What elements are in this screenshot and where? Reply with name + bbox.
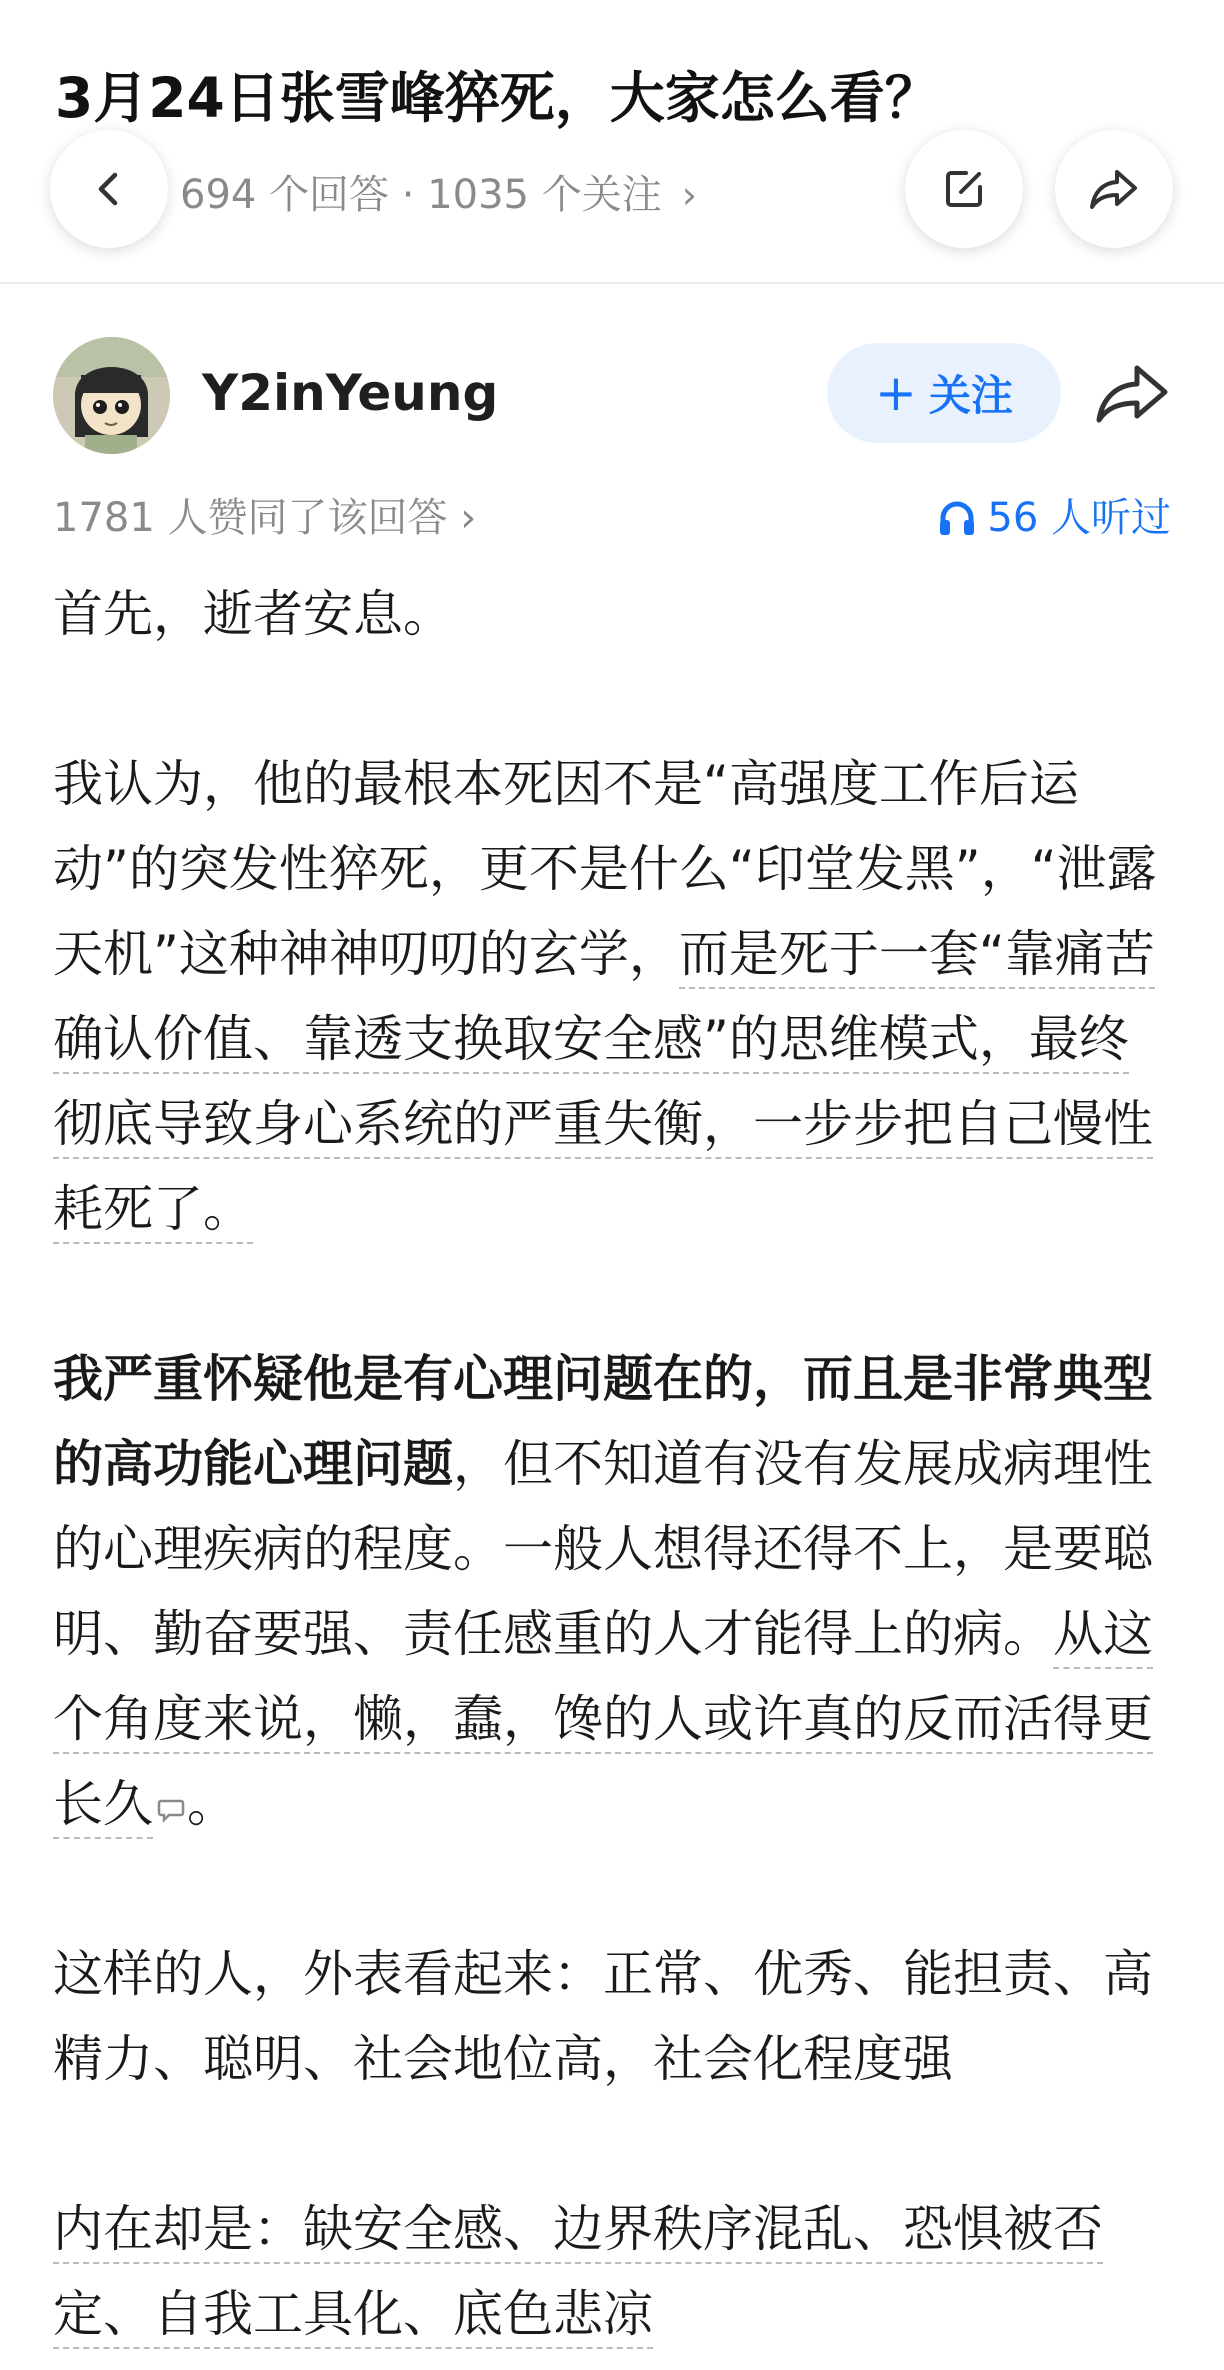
answer-paragraph-2 — [53, 742, 1173, 1252]
author-avatar[interactable] — [53, 337, 170, 454]
plus-icon: + — [875, 364, 917, 422]
listen-count-text: 56 人听过 — [987, 495, 1171, 541]
follow-button[interactable] — [827, 343, 1061, 443]
highlighted-phrase[interactable]: 从这个角度来说，懒，蠢，馋的人或许真的反而活得更长久 — [53, 1605, 1153, 1839]
answer-paragraph-3 — [53, 1337, 1173, 1847]
paragraph-3-text: ，但不知道有没有发展成病理性的心理疾病的程度。一般人想得还得不上，是要聪明、勤奋要强、责任感重的人才能得上的病。 — [53, 1435, 1153, 1663]
question-meta[interactable] — [180, 165, 697, 225]
paragraph-2-text: 我认为，他的最根本死因不是“高强度工作后运动”的突发性猝死，更不是什么“印堂发黑”，“泄露天机”这种神神叨叨的玄学， — [53, 755, 1157, 983]
headphones-icon — [937, 498, 977, 538]
question-title[interactable]: 3月24日张雪峰猝死，大家怎么看？ — [55, 66, 940, 130]
answer-content — [53, 572, 1173, 2357]
edit-icon — [939, 164, 989, 214]
follow-label: 关注 — [928, 371, 1013, 420]
write-answer-button[interactable] — [905, 130, 1023, 248]
approval-count[interactable]: 1781 人赞同了该回答 › — [53, 495, 477, 541]
answer-paragraph-1: 首先，逝者安息。 — [53, 585, 453, 643]
highlighted-phrase[interactable]: 内在却是：缺安全感、边界秩序混乱、恐惧被否定、自我工具化、底色悲凉 — [53, 2200, 1103, 2349]
share-icon — [1093, 358, 1173, 428]
highlighted-phrase[interactable]: 而是死于一套“靠痛苦确认价值、靠透支换取安全感”的思维模式，最终彻底导致身心系统的严重失衡，一步步把自己慢性耗死了。 — [53, 925, 1155, 1244]
answer-paragraph-4: 这样的人，外表看起来：正常、优秀、能担责、高精力、聪明、社会地位高，社会化程度强 — [53, 1945, 1153, 2088]
question-meta-text: 694 个回答 · 1035 个关注 — [180, 172, 662, 218]
author-name[interactable]: Y2inYeung — [202, 364, 499, 422]
chevron-right-icon: › — [681, 173, 697, 217]
answer-paragraph-5 — [53, 2187, 1173, 2357]
avatar-illustration — [53, 337, 170, 454]
paragraph-3-end: 。 — [187, 1775, 237, 1833]
back-arrow-icon — [87, 167, 131, 211]
question-header — [0, 0, 1224, 284]
listen-count[interactable] — [937, 488, 1171, 548]
back-button[interactable] — [50, 130, 168, 248]
share-icon — [1087, 164, 1141, 214]
answer-share-button[interactable] — [1093, 358, 1173, 428]
comment-icon[interactable] — [155, 1793, 187, 1825]
share-button[interactable] — [1055, 130, 1173, 248]
bold-text: 我严重怀疑他是有心理问题在的，而且是非常典型的高功能心理问题 — [53, 1350, 1153, 1493]
